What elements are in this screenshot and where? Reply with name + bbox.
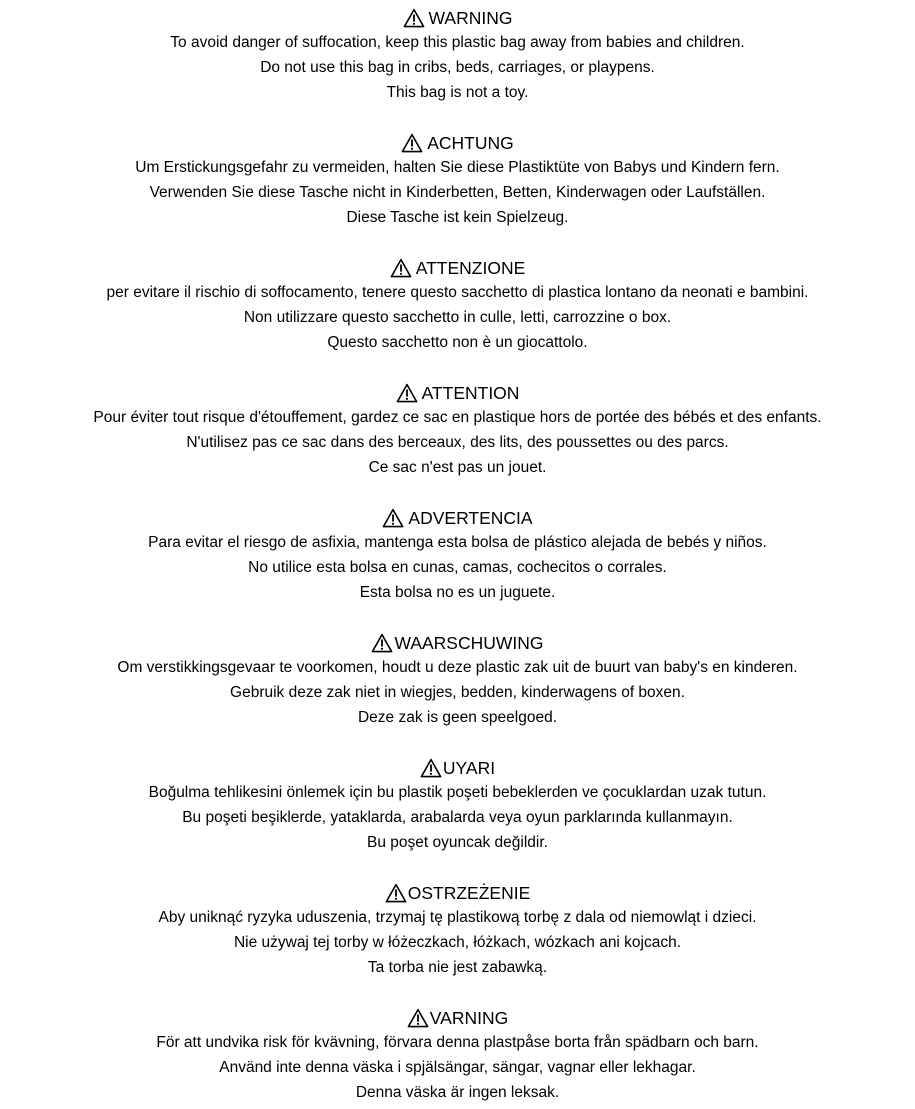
warning-section-sv — [0, 1006, 915, 1105]
warning-triangle-icon — [401, 133, 423, 153]
section-heading — [0, 631, 915, 655]
warning-triangle-icon — [420, 758, 442, 778]
warning-triangle-icon — [396, 383, 418, 403]
section-title: UYARI — [442, 758, 496, 778]
warning-line: Om verstikkingsgevaar te voorkomen, houdt u deze plastic zak uit de buurt van baby's en kinderen. — [117, 659, 798, 676]
warning-section-tr — [0, 756, 915, 855]
warning-line: Um Erstickungsgefahr zu vermeiden, halten Sie diese Plastiktüte von Babys und Kindern fern. — [135, 159, 780, 176]
warning-line: Denna väska är ingen leksak. — [355, 1084, 560, 1101]
warning-line: To avoid danger of suffocation, keep this plastic bag away from babies and children. — [170, 34, 745, 51]
section-heading — [0, 6, 915, 30]
warning-line: N'utilisez pas ce sac dans des berceaux, des lits, des poussettes ou des parcs. — [186, 434, 729, 451]
warning-line: Ta torba nie jest zabawką. — [367, 959, 548, 976]
warning-section-fr — [0, 381, 915, 480]
section-title: OSTRZEŻENIE — [407, 883, 531, 903]
warning-triangle-icon — [382, 508, 404, 528]
warning-line: Do not use this bag in cribs, beds, carriages, or playpens. — [260, 59, 655, 76]
warning-section-en — [0, 6, 915, 105]
warning-section-nl — [0, 631, 915, 730]
warning-line: Boğulma tehlikesini önlemek için bu plastik poşeti bebeklerden ve çocuklardan uzak tutun. — [148, 784, 767, 801]
warning-line: Verwenden Sie diese Tasche nicht in Kinderbetten, Betten, Kinderwagen oder Laufställen. — [149, 184, 766, 201]
section-heading — [0, 506, 915, 530]
section-title: ACHTUNG — [427, 133, 514, 153]
warning-line: Använd inte denna väska i spjälsängar, sängar, vagnar eller lekhagar. — [219, 1059, 696, 1076]
section-title: ATTENTION — [421, 383, 520, 403]
section-title: ATTENZIONE — [415, 258, 526, 278]
warning-line: Esta bolsa no es un juguete. — [359, 584, 556, 601]
warning-triangle-icon — [371, 633, 393, 653]
section-title: VARNING — [429, 1008, 509, 1028]
section-heading — [0, 756, 915, 780]
warning-section-pl — [0, 881, 915, 980]
section-title: WAARSCHUWING — [394, 633, 544, 653]
warning-triangle-icon — [385, 883, 407, 903]
warning-line: Ce sac n'est pas un jouet. — [368, 459, 547, 476]
warning-line: Diese Tasche ist kein Spielzeug. — [346, 209, 569, 226]
warning-line: Bu poşeti beşiklerde, yataklarda, arabalarda veya oyun parklarında kullanmayın. — [182, 809, 733, 826]
section-title: ADVERTENCIA — [408, 508, 533, 528]
warning-line: Pour éviter tout risque d'étouffement, gardez ce sac en plastique hors de portée des bébés et des enfants. — [93, 409, 822, 426]
warning-triangle-icon — [390, 258, 412, 278]
warning-line: Deze zak is geen speelgoed. — [357, 709, 558, 726]
warning-line: Nie używaj tej torby w łóżeczkach, łóżkach, wózkach ani kojcach. — [233, 934, 682, 951]
section-heading — [0, 256, 915, 280]
warning-triangle-icon — [407, 1008, 429, 1028]
warning-line: Para evitar el riesgo de asfixia, mantenga esta bolsa de plástico alejada de bebés y niños. — [148, 534, 767, 551]
warning-section-de — [0, 131, 915, 230]
warning-line: För att undvika risk för kvävning, förvara denna plastpåse borta från spädbarn och barn. — [156, 1034, 759, 1051]
warning-line: No utilice esta bolsa en cunas, camas, cochecitos o corrales. — [248, 559, 667, 576]
section-heading — [0, 381, 915, 405]
warning-section-it — [0, 256, 915, 355]
warning-triangle-icon — [403, 8, 425, 28]
warning-section-es — [0, 506, 915, 605]
section-heading — [0, 881, 915, 905]
warning-line: This bag is not a toy. — [386, 84, 529, 101]
warning-line: per evitare il rischio di soffocamento, tenere questo sacchetto di plastica lontano da neonati e bambini. — [106, 284, 809, 301]
warning-line: Questo sacchetto non è un giocattolo. — [327, 334, 588, 351]
warning-line: Non utilizzare questo sacchetto in culle, letti, carrozzine o box. — [243, 309, 672, 326]
section-heading — [0, 131, 915, 155]
section-heading — [0, 1006, 915, 1030]
warning-line: Aby uniknąć ryzyka uduszenia, trzymaj tę plastikową torbę z dala od niemowląt i dzieci. — [158, 909, 757, 926]
warning-line: Bu poşet oyuncak değildir. — [367, 834, 548, 851]
section-title: WARNING — [428, 8, 513, 28]
warning-line: Gebruik deze zak niet in wiegjes, bedden, kinderwagens of boxen. — [230, 684, 685, 701]
